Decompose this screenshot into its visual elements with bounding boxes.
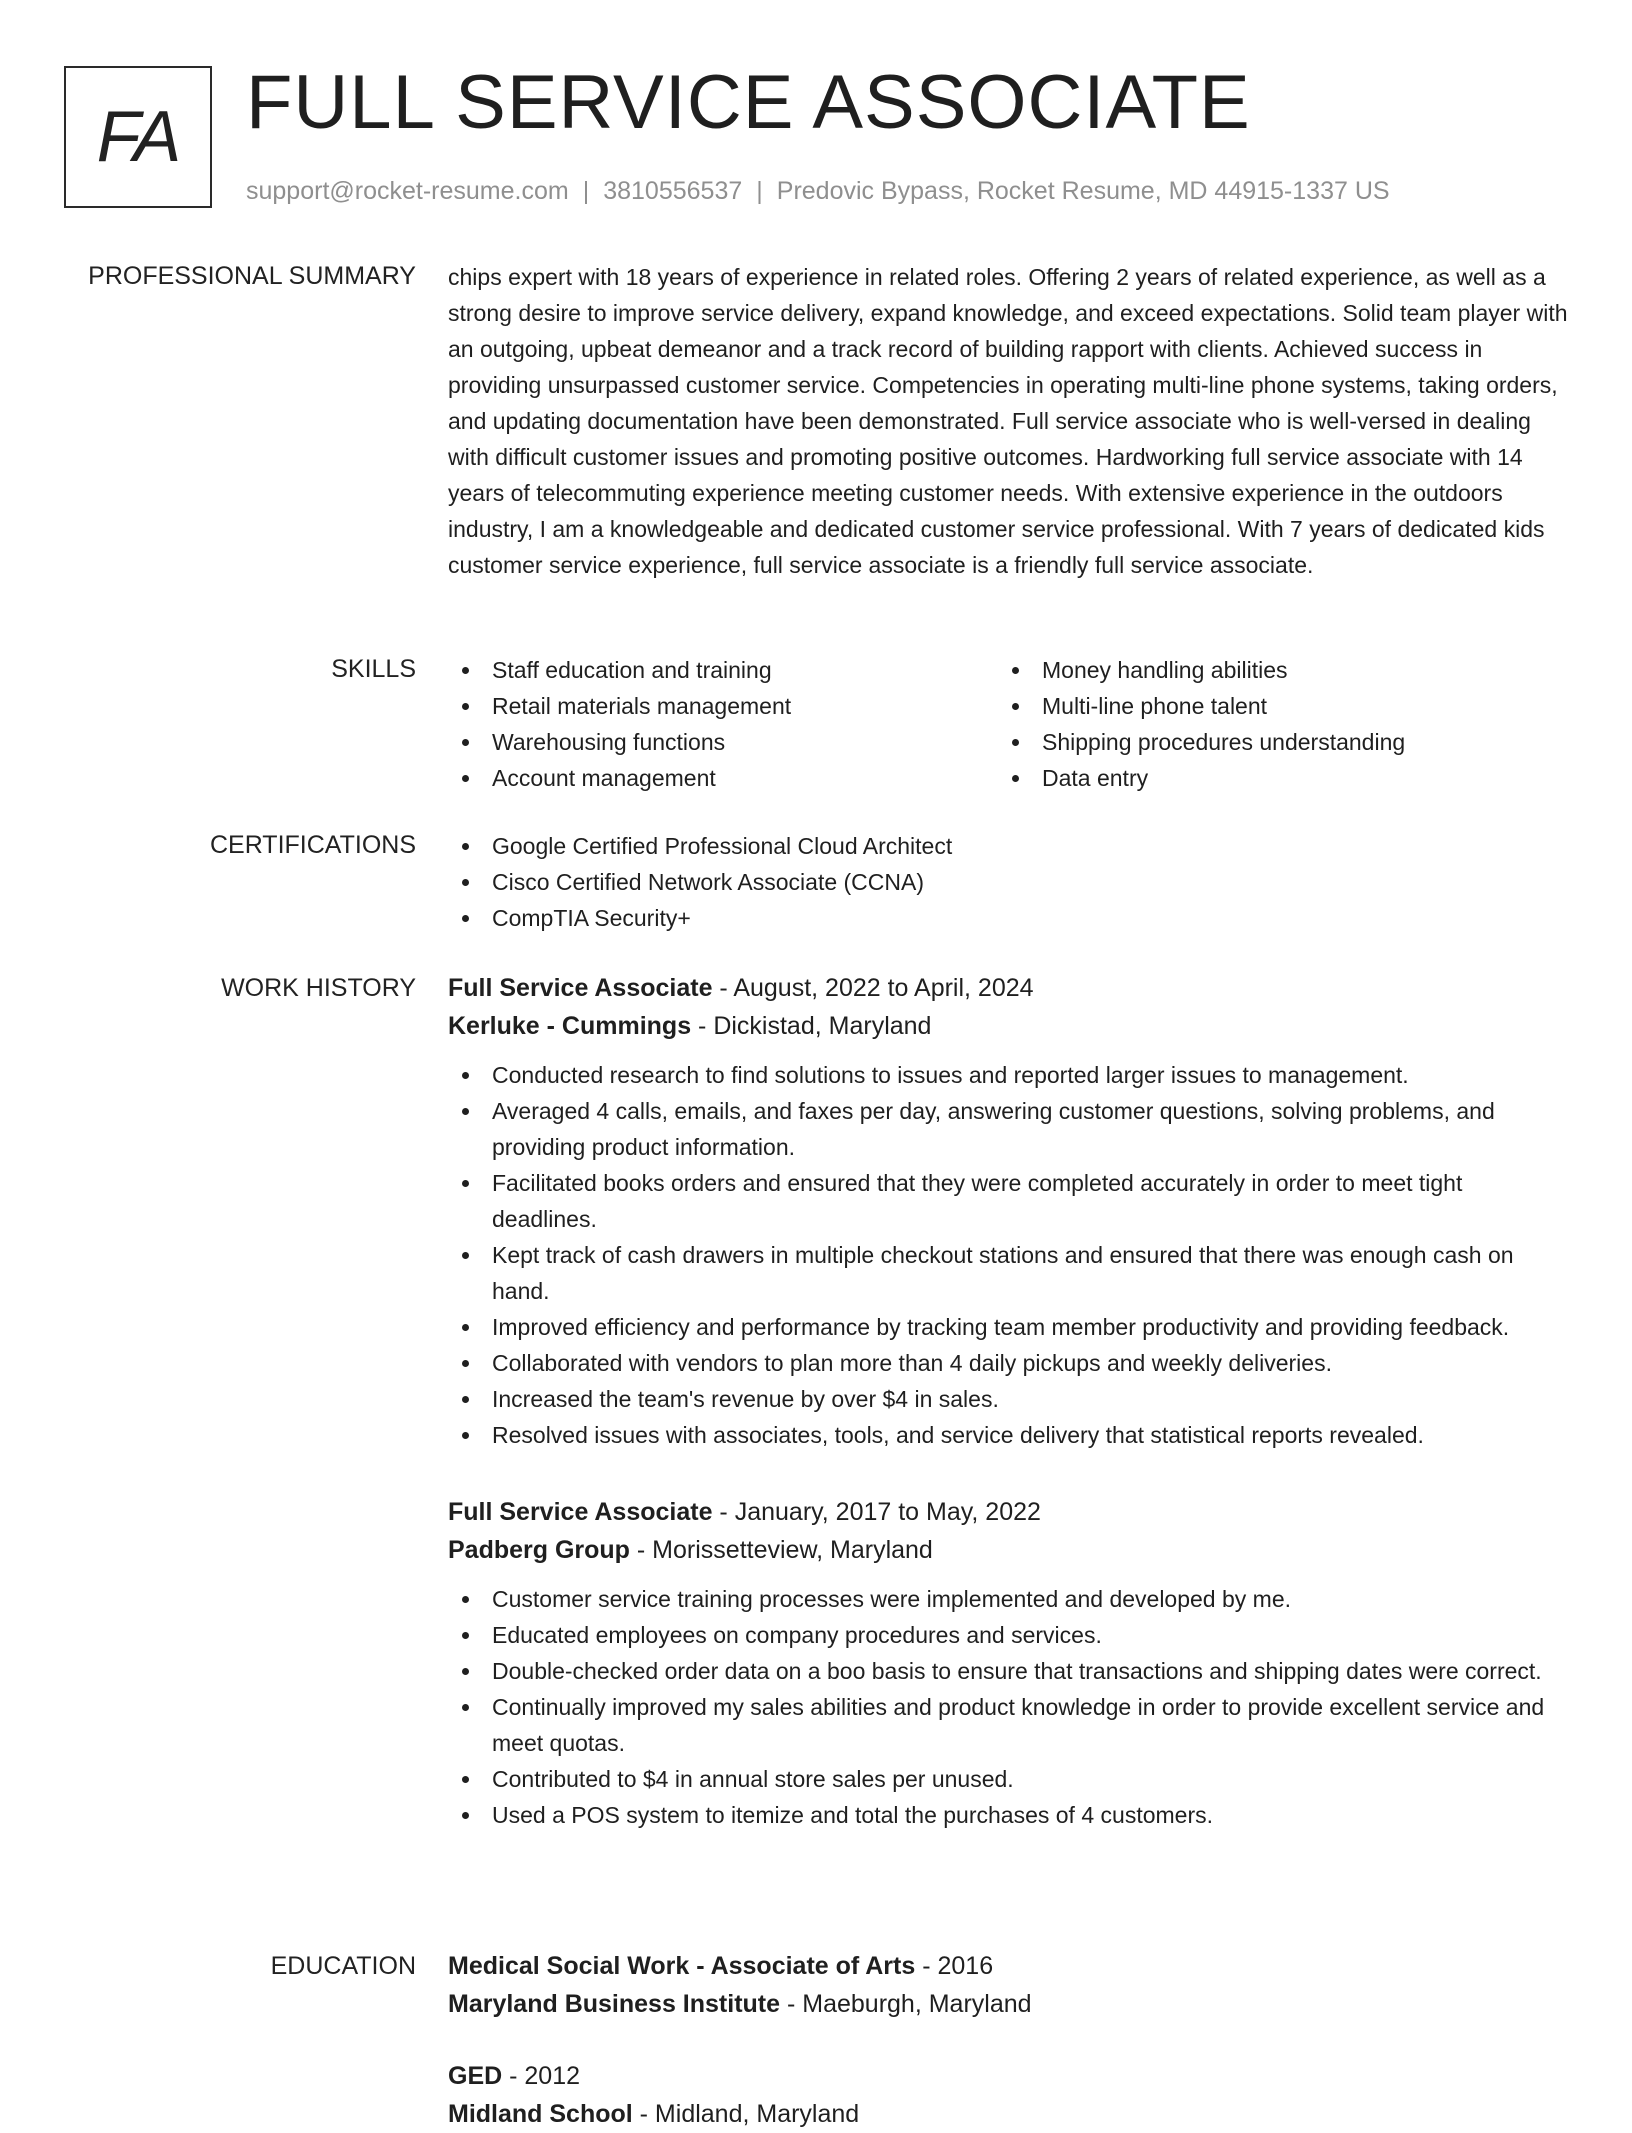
summary-body bbox=[448, 259, 1568, 583]
education-school-line bbox=[448, 2095, 1568, 2133]
skills-list-right bbox=[998, 652, 1548, 796]
job-bullet: Facilitated books orders and ensured that they were completed accurately in order to meet tight deadlines. bbox=[448, 1165, 1568, 1237]
skills-body bbox=[448, 652, 1568, 796]
education-entry bbox=[448, 2057, 1568, 2133]
education-degree: Medical Social Work - Associate of Arts bbox=[448, 1952, 916, 1980]
education-spacer bbox=[448, 2023, 1568, 2057]
work-history-heading: WORK HISTORY bbox=[221, 974, 416, 1002]
education-location: - Maeburgh, Maryland bbox=[780, 1990, 1032, 2018]
skill-item: Warehousing functions bbox=[448, 724, 998, 760]
skill-item: Data entry bbox=[998, 760, 1548, 796]
certification-item: Cisco Certified Network Associate (CCNA) bbox=[448, 864, 1568, 900]
skills-heading: SKILLS bbox=[331, 655, 416, 683]
education-location: - Midland, Maryland bbox=[632, 2100, 860, 2128]
job-org-line bbox=[448, 1531, 1568, 1569]
job-title-line bbox=[448, 1493, 1568, 1531]
job-bullets bbox=[448, 1057, 1568, 1453]
contact-phone[interactable]: 3810556537 bbox=[603, 177, 743, 205]
job-bullet: Double-checked order data on a boo basis to ensure that transactions and shipping dates were correct. bbox=[448, 1653, 1568, 1689]
skill-item: Retail materials management bbox=[448, 688, 998, 724]
monogram-initials: FA bbox=[96, 97, 180, 177]
summary-text: chips expert with 18 years of experience in related roles. Offering 2 years of related experience, as well as a strong desire to improve service delivery, expand knowledge, and exceed expectations. Solid team player with an outgoing, upbeat demeanor and a track record of building rapport with clients. Achieved success in providing unsurpassed customer service. Competencies in operating multi-line phone systems, taking orders, and updating documentation have been demonstrated. Full service associate who is well-versed in dealing with difficult customer issues and promoting positive outcomes. Hardworking full service associate with 14 years of telecommuting experience meeting customer needs. With extensive experience in the outdoors industry, I am a knowledgeable and dedicated customer service professional. With 7 years of dedicated kids customer service experience, full service associate is a friendly full service associate. bbox=[448, 264, 1568, 578]
certifications-heading: CERTIFICATIONS bbox=[209, 831, 416, 859]
education-school-line bbox=[448, 1985, 1568, 2023]
education-heading: EDUCATION bbox=[270, 1952, 416, 1980]
job-bullet: Used a POS system to itemize and total the purchases of 4 customers. bbox=[448, 1797, 1568, 1833]
job-bullet: Educated employees on company procedures and services. bbox=[448, 1617, 1568, 1653]
work-history-body bbox=[448, 969, 1568, 1833]
job-bullet: Conducted research to find solutions to issues and reported larger issues to management. bbox=[448, 1057, 1568, 1093]
contact-separator: | bbox=[582, 177, 590, 205]
education-school: Midland School bbox=[448, 2100, 633, 2128]
job-bullet: Continually improved my sales abilities and product knowledge in order to provide excellent service and meet quotas. bbox=[448, 1689, 1568, 1761]
contact-separator: | bbox=[756, 177, 763, 205]
job-company: Padberg Group bbox=[448, 1536, 630, 1564]
certification-item: CompTIA Security+ bbox=[448, 900, 1568, 936]
contact-email[interactable]: support@rocket-resume.com bbox=[246, 177, 569, 205]
job-title: Full Service Associate bbox=[448, 974, 713, 1002]
job-spacer bbox=[448, 1453, 1568, 1493]
job-company: Kerluke - Cummings bbox=[448, 1012, 692, 1040]
education-entry bbox=[448, 1947, 1568, 2023]
education-degree-line bbox=[448, 2057, 1568, 2095]
education-school: Maryland Business Institute bbox=[448, 1990, 781, 2018]
job-bullet: Collaborated with vendors to plan more than 4 daily pickups and weekly deliveries. bbox=[448, 1345, 1568, 1381]
job-location: - Morissetteview, Maryland bbox=[629, 1536, 933, 1564]
job-title-line bbox=[448, 969, 1568, 1007]
job-bullet: Improved efficiency and performance by tracking team member productivity and providing feedback. bbox=[448, 1309, 1568, 1345]
job-entry bbox=[448, 1493, 1568, 1833]
skill-item: Account management bbox=[448, 760, 998, 796]
job-bullet: Contributed to $4 in annual store sales per unused. bbox=[448, 1761, 1568, 1797]
skill-item: Money handling abilities bbox=[998, 652, 1548, 688]
job-org-line bbox=[448, 1007, 1568, 1045]
education-degree-line bbox=[448, 1947, 1568, 1985]
job-bullet: Increased the team's revenue by over $4 in sales. bbox=[448, 1381, 1568, 1417]
skills-list-left bbox=[448, 652, 998, 796]
education-year: - 2016 bbox=[915, 1952, 994, 1980]
education-degree: GED bbox=[448, 2062, 503, 2090]
candidate-name: FULL SERVICE ASSOCIATE bbox=[246, 60, 1251, 145]
education-body bbox=[448, 1947, 1568, 2133]
job-bullet: Resolved issues with associates, tools, and service delivery that statistical reports revealed. bbox=[448, 1417, 1568, 1453]
job-location: - Dickistad, Maryland bbox=[691, 1012, 932, 1040]
job-title: Full Service Associate bbox=[448, 1498, 713, 1526]
job-bullet: Customer service training processes were implemented and developed by me. bbox=[448, 1581, 1568, 1617]
skill-item: Staff education and training bbox=[448, 652, 998, 688]
skills-grid bbox=[448, 652, 1568, 796]
certification-item: Google Certified Professional Cloud Architect bbox=[448, 828, 1568, 864]
certifications-body bbox=[448, 828, 1568, 936]
job-dates: - August, 2022 to April, 2024 bbox=[712, 974, 1034, 1002]
summary-heading: PROFESSIONAL SUMMARY bbox=[88, 262, 416, 290]
job-bullets bbox=[448, 1581, 1568, 1833]
education-year: - 2012 bbox=[502, 2062, 581, 2090]
contact-line bbox=[246, 176, 1390, 206]
job-bullet: Kept track of cash drawers in multiple checkout stations and ensured that there was enough cash on hand. bbox=[448, 1237, 1568, 1309]
job-entry bbox=[448, 969, 1568, 1453]
certifications-list bbox=[448, 828, 1568, 936]
job-bullet: Averaged 4 calls, emails, and faxes per day, answering customer questions, solving problems, and providing product information. bbox=[448, 1093, 1568, 1165]
job-dates: - January, 2017 to May, 2022 bbox=[712, 1498, 1041, 1526]
skill-item: Multi-line phone talent bbox=[998, 688, 1548, 724]
monogram-box bbox=[64, 66, 212, 208]
skill-item: Shipping procedures understanding bbox=[998, 724, 1548, 760]
contact-address: Predovic Bypass, Rocket Resume, MD 44915-1337 US bbox=[776, 177, 1390, 205]
